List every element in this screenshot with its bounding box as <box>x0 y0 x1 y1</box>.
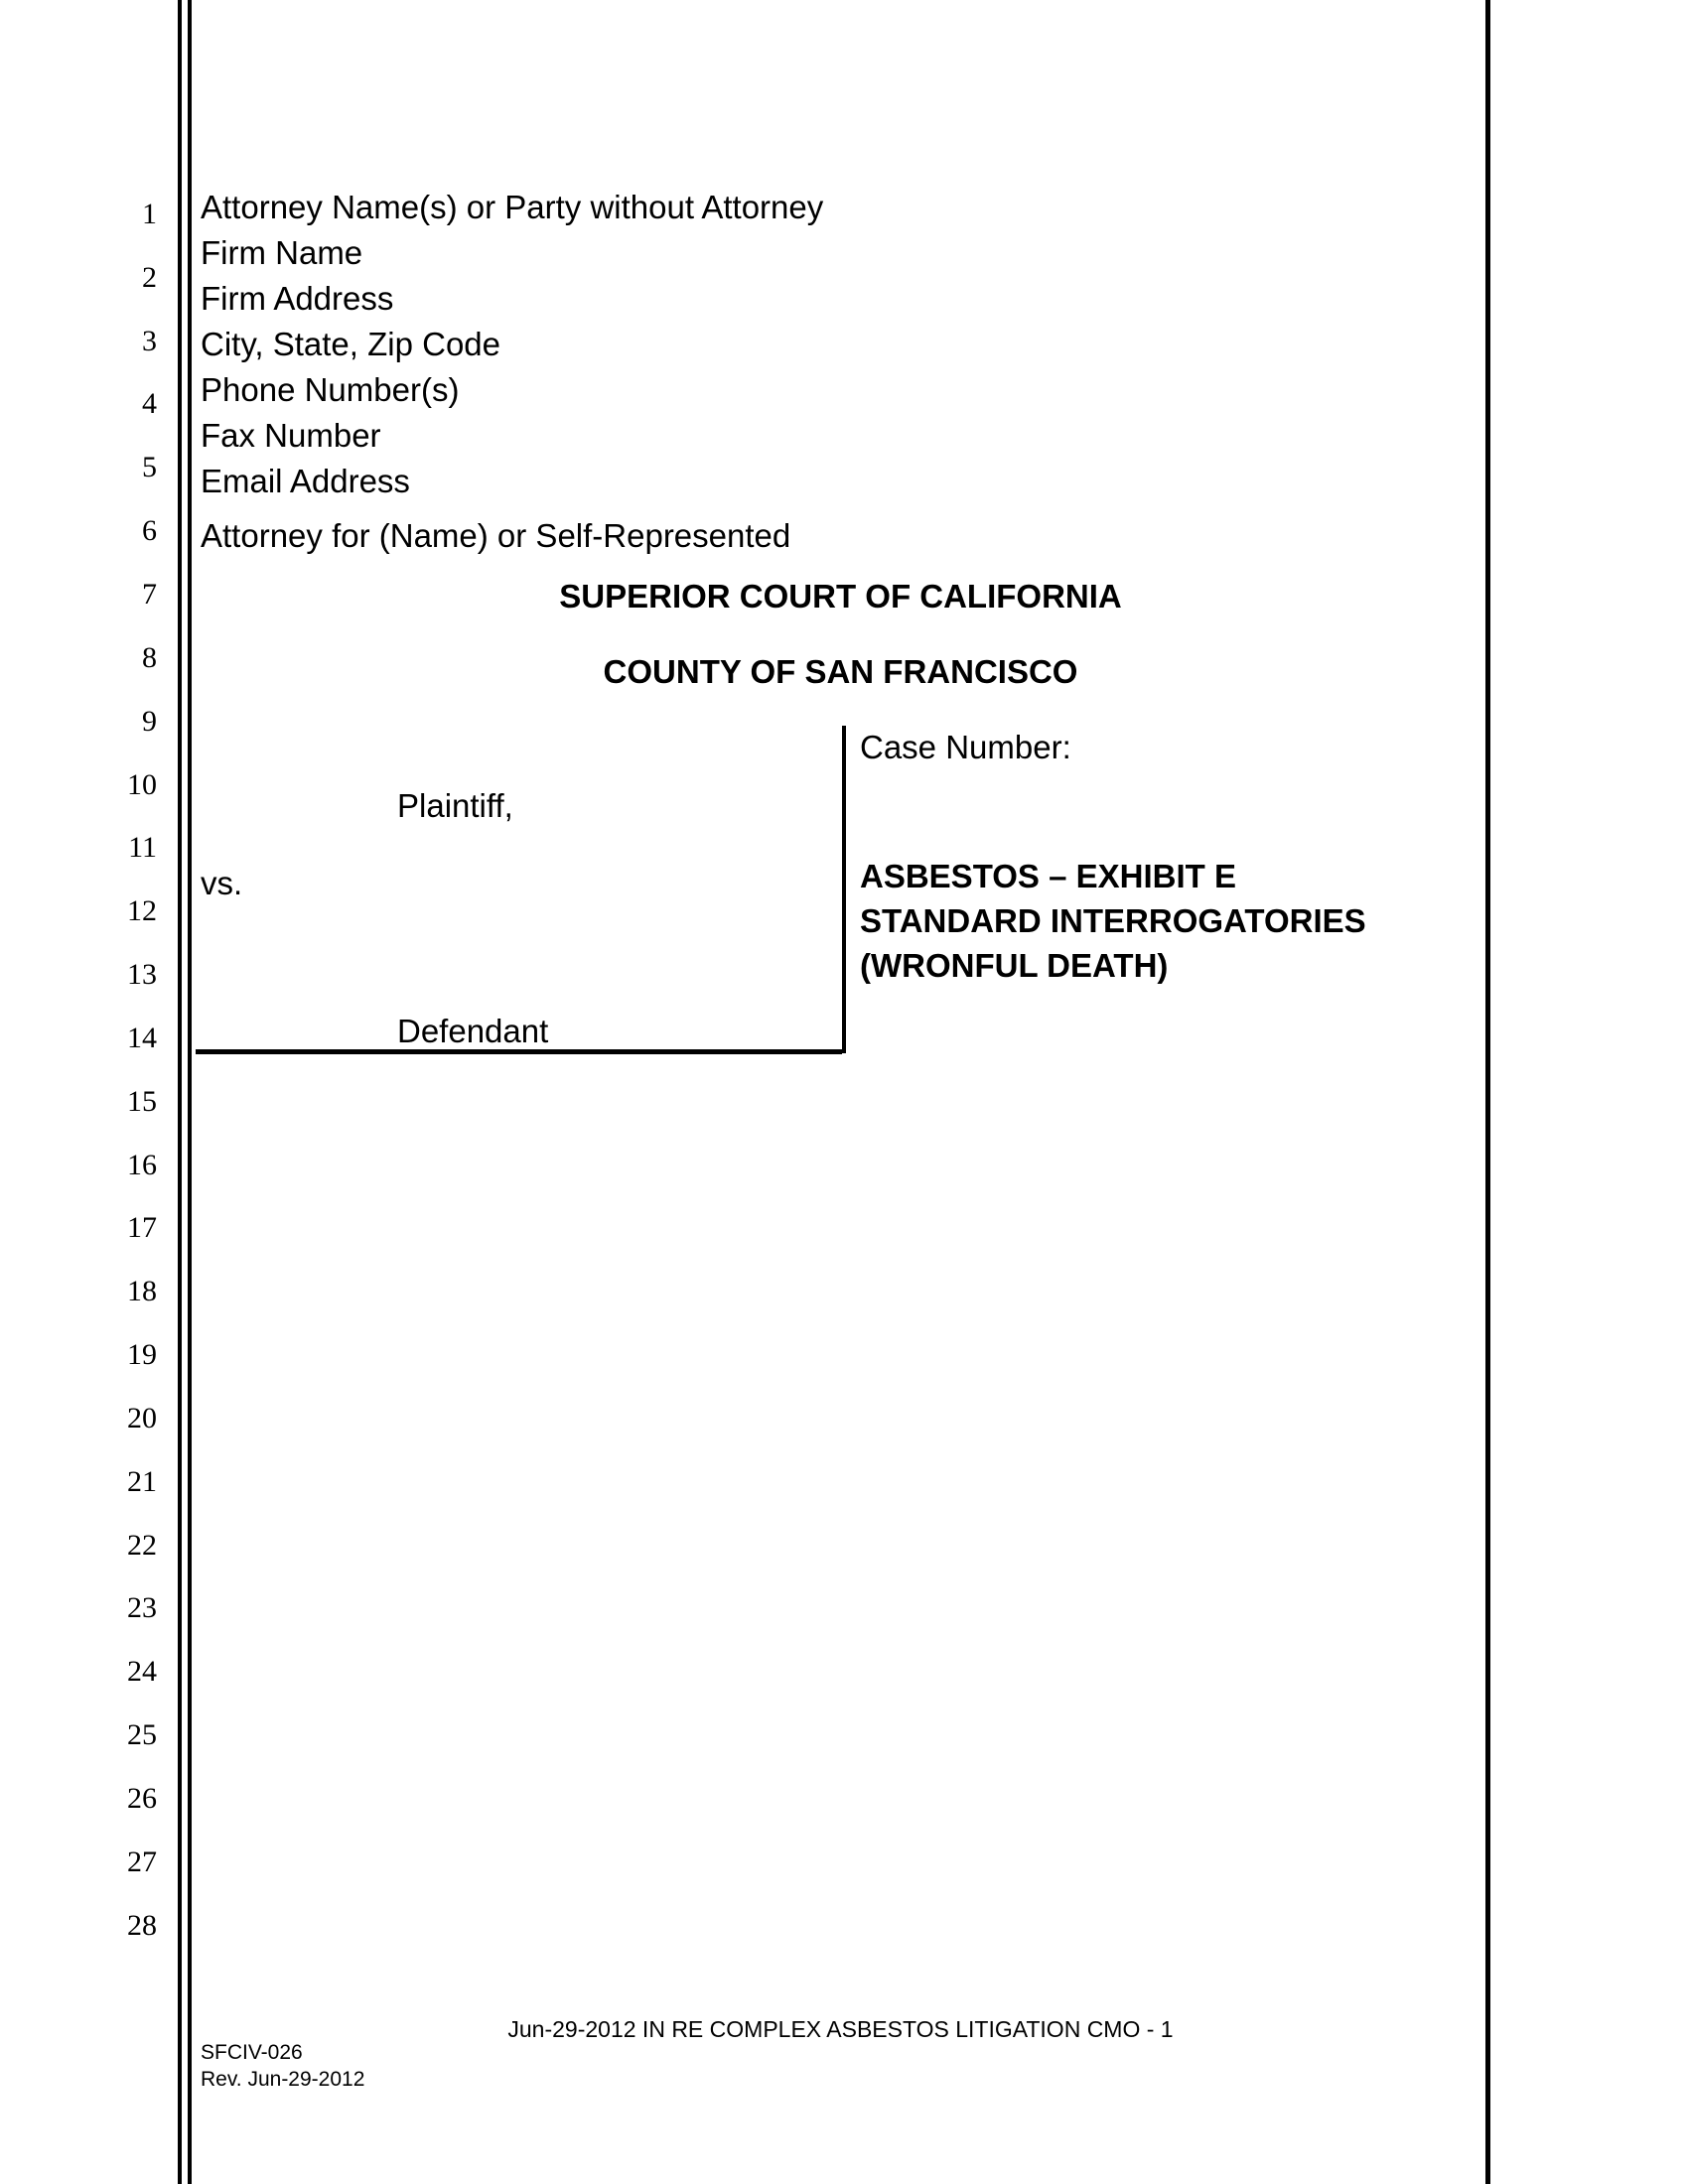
line-number: 24 <box>127 1655 157 1689</box>
document-title-line: STANDARD INTERROGATORIES <box>860 902 1366 939</box>
left-margin-rule-outer <box>178 0 182 2184</box>
line-number-column <box>0 183 157 1958</box>
form-number: SFCIV-026 <box>201 2041 303 2064</box>
attorney-info-line: City, State, Zip Code <box>201 326 501 362</box>
line-number: 17 <box>127 1211 157 1245</box>
line-number: 3 <box>142 324 157 357</box>
line-number: 16 <box>127 1148 157 1181</box>
vs-label: vs. <box>201 865 243 901</box>
line-number: 22 <box>127 1528 157 1562</box>
line-number: 9 <box>142 704 157 738</box>
form-revision-date: Rev. Jun-29-2012 <box>201 2068 365 2091</box>
line-number: 11 <box>128 831 157 865</box>
line-number: 2 <box>142 260 157 294</box>
attorney-info-line: Firm Name <box>201 234 363 271</box>
line-number: 14 <box>127 1021 157 1054</box>
line-number: 23 <box>127 1591 157 1625</box>
attorney-info-line: Attorney for (Name) or Self-Represented <box>201 517 791 554</box>
right-margin-rule <box>1485 0 1490 2184</box>
line-number: 19 <box>127 1338 157 1372</box>
left-margin-rule-inner <box>188 0 192 2184</box>
case-number-label: Case Number: <box>860 729 1071 765</box>
attorney-info-line: Email Address <box>201 463 410 499</box>
line-number: 25 <box>127 1718 157 1752</box>
caption-underline <box>196 1049 842 1054</box>
line-number: 8 <box>142 640 157 674</box>
attorney-info-line: Phone Number(s) <box>201 371 460 408</box>
footer-case-reference: Jun-29-2012 IN RE COMPLEX ASBESTOS LITIGATION CMO - 1 <box>507 2016 1174 2042</box>
line-number: 18 <box>127 1275 157 1308</box>
court-county-heading: COUNTY OF SAN FRANCISCO <box>603 653 1078 690</box>
line-number: 20 <box>127 1401 157 1434</box>
document-title-line: ASBESTOS – EXHIBIT E <box>860 858 1236 894</box>
line-number: 5 <box>142 451 157 484</box>
line-number: 6 <box>142 514 157 548</box>
plaintiff-label: Plaintiff, <box>397 787 513 824</box>
line-number: 12 <box>127 894 157 928</box>
caption-divider-line <box>842 726 846 1053</box>
line-number: 15 <box>127 1084 157 1118</box>
footer-form-info <box>201 2039 364 2093</box>
attorney-info-line: Fax Number <box>201 417 381 454</box>
line-number: 1 <box>142 197 157 230</box>
attorney-info-line: Attorney Name(s) or Party without Attorney <box>201 189 824 225</box>
line-number: 13 <box>127 958 157 992</box>
document-title-line: (WRONFUL DEATH) <box>860 947 1169 984</box>
court-name-heading: SUPERIOR COURT OF CALIFORNIA <box>559 578 1122 614</box>
line-number: 28 <box>127 1908 157 1942</box>
line-number: 21 <box>127 1464 157 1498</box>
line-number: 4 <box>142 387 157 421</box>
document-title <box>860 854 1456 988</box>
attorney-info-line: Firm Address <box>201 280 394 317</box>
line-number: 26 <box>127 1782 157 1816</box>
line-number: 27 <box>127 1844 157 1878</box>
line-number: 7 <box>142 577 157 611</box>
defendant-label: Defendant <box>397 1013 549 1049</box>
attorney-info-block <box>201 185 823 559</box>
line-number: 10 <box>127 767 157 801</box>
